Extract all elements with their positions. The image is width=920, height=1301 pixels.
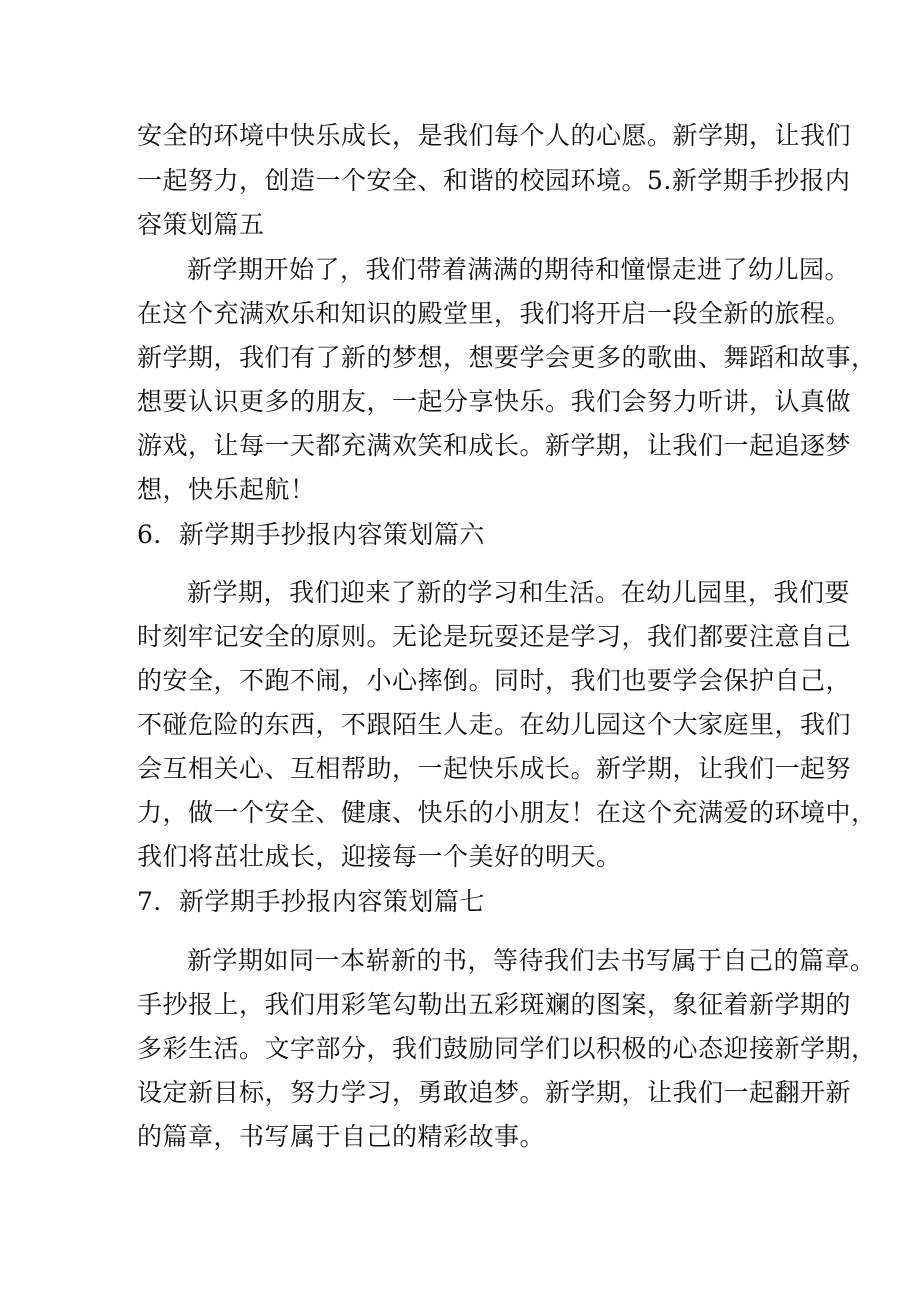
text-line: 容策划篇五 [137,210,265,239]
text-line: 想要认识更多的朋友，一起分享快乐。我们会努力听讲，认真做 [137,387,852,416]
paragraph-first-line: 新学期开始了，我们带着满满的期待和憧憬走进了幼儿园。 [187,255,851,284]
text-line: 安全的环境中快乐成长，是我们每个人的心愿。新学期，让我们 [137,121,852,150]
text-line: 力，做一个安全、健康、快乐的小朋友！在这个充满爱的环境中， [137,798,877,827]
text-line: 时刻牢记安全的原则。无论是玩耍还是学习，我们都要注意自己 [137,622,852,651]
section-heading-6: 6．新学期手抄报内容策划篇六 [137,520,485,549]
text-line: 的篇章，书写属于自己的精彩故事。 [137,1122,546,1151]
text-line: 的安全，不跑不闹，小心摔倒。同时，我们也要学会保护自己， [137,666,852,695]
text-line: 在这个充满欢乐和知识的殿堂里，我们将开启一段全新的旅程。 [137,299,852,328]
text-line: 不碰危险的东西，不跟陌生人走。在幼儿园这个大家庭里，我们 [137,710,852,739]
text-line: 新学期，我们有了新的梦想，想要学会更多的歌曲、舞蹈和故事， [137,343,877,372]
text-line: 一起努力，创造一个安全、和谐的校园环境。5.新学期手抄报内 [137,166,851,195]
text-line: 手抄报上，我们用彩笔勾勒出五彩斑斓的图案，象征着新学期的 [137,990,852,1019]
text-line: 多彩生活。文字部分，我们鼓励同学们以积极的心态迎接新学期， [137,1034,877,1063]
paragraph-first-line: 新学期如同一本崭新的书，等待我们去书写属于自己的篇章。 [187,946,876,975]
text-line: 设定新目标，努力学习，勇敢追梦。新学期，让我们一起翻开新 [137,1078,852,1107]
text-line: 想，快乐起航！ [137,475,316,504]
text-line: 游戏，让每一天都充满欢笑和成长。新学期，让我们一起追逐梦 [137,431,852,460]
text-line: 我们将茁壮成长，迎接每一个美好的明天。 [137,842,622,871]
paragraph-first-line: 新学期，我们迎来了新的学习和生活。在幼儿园里，我们要 [187,578,851,607]
text-line: 会互相关心、互相帮助，一起快乐成长。新学期，让我们一起努 [137,754,852,783]
section-heading-7: 7．新学期手抄报内容策划篇七 [137,887,485,916]
